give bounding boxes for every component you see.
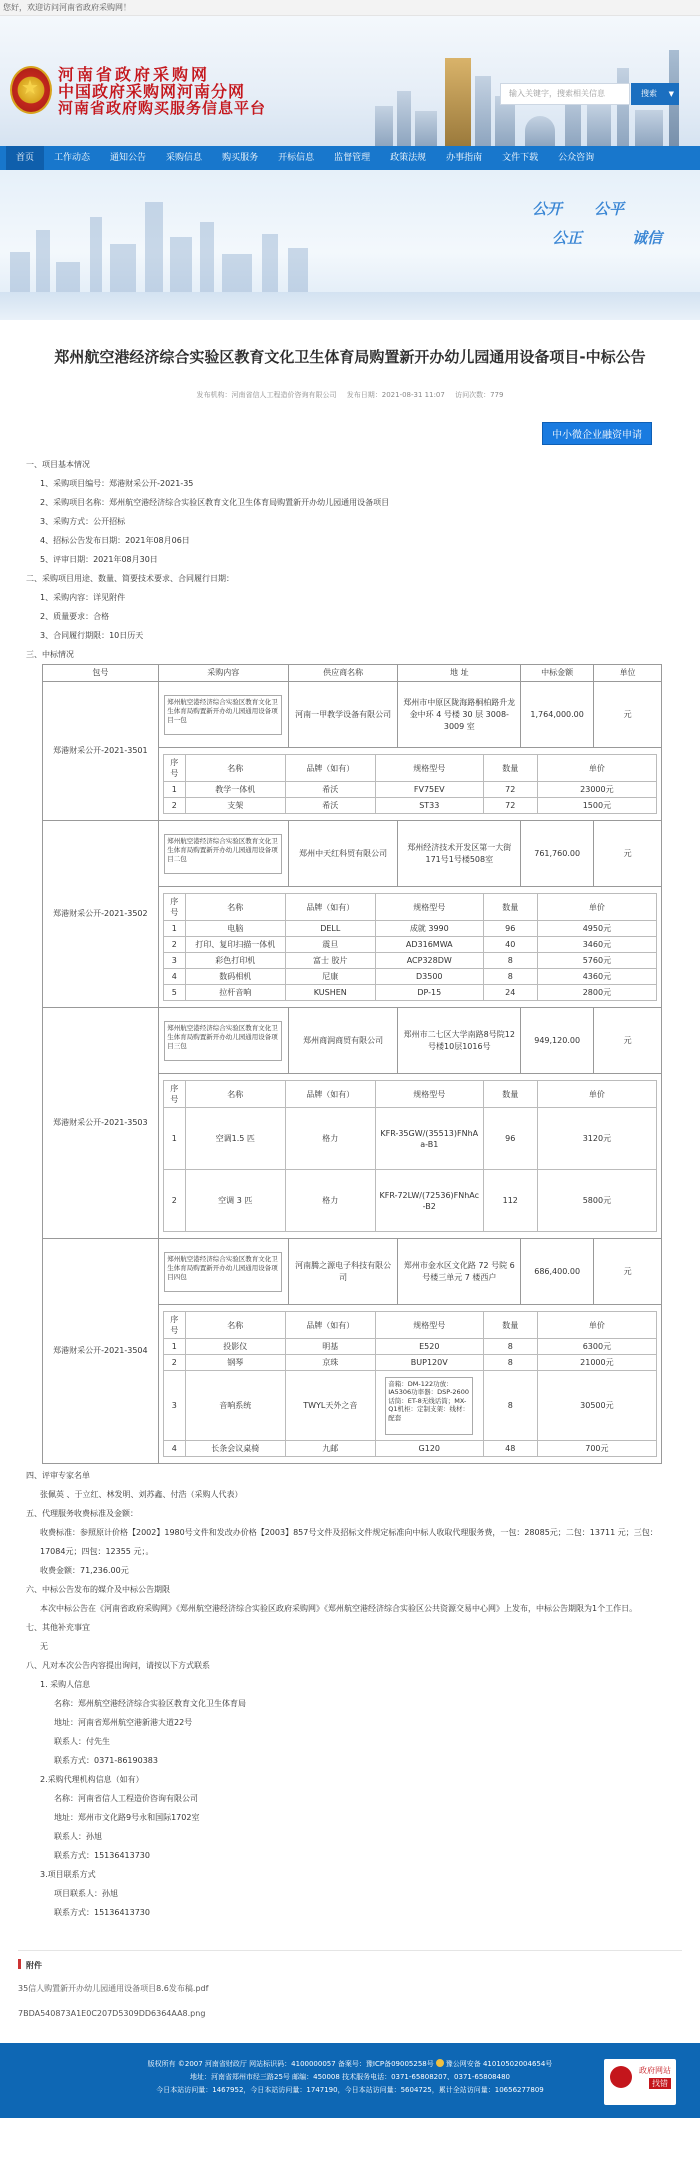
item-no: 2	[163, 1170, 185, 1232]
contact-line: 地址：郑州市文化路9号永和国际1702室	[54, 1813, 200, 1822]
supplier-name: 郑州商润商贸有限公司	[288, 1008, 398, 1074]
item-qty: 96	[483, 1108, 537, 1170]
slogan-openness: 公开	[532, 200, 563, 218]
item-name: 电脑	[185, 921, 285, 937]
section-heading: 二、采购项目用途、数量、简要技术要求、合同履行日期：	[26, 574, 234, 583]
item-header-cell: 单价	[537, 894, 656, 921]
banner-image	[0, 170, 700, 320]
amount-unit: 元	[594, 1008, 662, 1074]
item-qty: 8	[483, 969, 537, 985]
award-amount: 1,764,000.00	[521, 682, 594, 748]
banner-ground	[0, 292, 700, 320]
contact-line: 联系方式：15136413730	[54, 1908, 150, 1917]
top-greeting-bar	[0, 0, 700, 16]
section-heading: 六、中标公告发布的媒介及中标公告期限	[26, 1585, 170, 1594]
item-header-cell: 数量	[483, 1312, 537, 1339]
item-model: KFR-72LW/(72536)FNhAc-B2	[375, 1170, 483, 1232]
article-publisher: 发布机构：河南省信人工程造价咨询有限公司	[196, 391, 337, 399]
heading-marker-icon	[18, 1959, 21, 1969]
item-detail-table	[163, 893, 657, 1001]
item-price: 23000元	[537, 782, 656, 798]
site-footer	[0, 2043, 700, 2118]
nav-downloads[interactable]: 文件下载	[502, 153, 539, 163]
contact-line: 名称：郑州航空港经济综合实验区教育文化卫生体育局	[54, 1699, 246, 1708]
item-header-cell: 名称	[185, 894, 285, 921]
item-header-row	[163, 755, 656, 782]
article-meta	[18, 390, 682, 400]
supplier-address: 郑州市金水区文化路 72 号院 6 号楼三单元 7 楼西户	[398, 1239, 521, 1305]
section-text: 收费金额：71,236.00元	[40, 1566, 129, 1575]
item-name: 钢琴	[185, 1355, 285, 1371]
supplier-name: 河南腾之源电子科技有限公司	[288, 1239, 398, 1305]
item-qty: 8	[483, 1371, 537, 1441]
nav-purchase-services[interactable]: 购买服务	[222, 153, 259, 163]
item-model: G120	[375, 1441, 483, 1457]
item-header-cell: 数量	[483, 894, 537, 921]
item-header-cell: 名称	[185, 755, 285, 782]
item-qty: 8	[483, 1355, 537, 1371]
section-line: 3、采购方式：公开招标	[40, 517, 126, 526]
attachment-link-pdf[interactable]: 35信人购置新开办幼儿园通用设备项目8.6发布稿.pdf	[18, 1984, 209, 1993]
item-model: FV75EV	[375, 782, 483, 798]
item-qty: 8	[483, 1339, 537, 1355]
attachment-link-png[interactable]: 7BDA540873A1E0C207D5309DD6364AA8.png	[18, 2009, 206, 2018]
contact-line: 名称：河南省信人工程造价咨询有限公司	[54, 1794, 198, 1803]
table-header-cell: 供应商名称	[288, 665, 398, 682]
item-header-row	[163, 1312, 656, 1339]
badge-line-2: 找错	[649, 2078, 671, 2089]
item-brand: 尼康	[285, 969, 375, 985]
section-text: 张佩英 、于立红、林发明、刘苏鑫、付浩（采购人代表）	[40, 1490, 243, 1499]
contact-subheading: 2.采购代理机构信息（如有）	[40, 1775, 144, 1784]
item-no: 2	[163, 798, 185, 814]
item-price: 1500元	[537, 798, 656, 814]
search-button[interactable]	[631, 83, 679, 105]
item-qty: 40	[483, 937, 537, 953]
package-number: 郑港财采公开-2021-3504	[43, 1239, 159, 1464]
item-name: 投影仪	[185, 1339, 285, 1355]
item-header-cell: 品牌（如有）	[285, 1312, 375, 1339]
item-detail-table	[163, 1080, 657, 1232]
item-header-row	[163, 894, 656, 921]
amount-unit: 元	[594, 1239, 662, 1305]
item-brand: 格力	[285, 1108, 375, 1170]
contact-line: 联系人：付先生	[54, 1737, 110, 1746]
item-qty: 72	[483, 782, 537, 798]
table-header-cell: 包号	[43, 665, 159, 682]
item-brand: DELL	[285, 921, 375, 937]
slogan-justice: 公正	[552, 229, 583, 247]
award-amount: 761,760.00	[521, 821, 594, 887]
item-no: 4	[163, 969, 185, 985]
item-model: ST33	[375, 798, 483, 814]
section-line: 2、采购项目名称：郑州航空港经济综合实验区教育文化卫生体育局购置新开办幼儿园通用设备项目	[40, 498, 390, 507]
item-no: 1	[163, 782, 185, 798]
section-heading: 四、评审专家名单	[26, 1471, 90, 1480]
item-header-cell: 品牌（如有）	[285, 1081, 375, 1108]
item-row	[163, 1441, 656, 1457]
sme-financing-button[interactable]: 中小微企业融资申请	[542, 422, 652, 445]
article-date: 发布日期：2021-08-31 11:07	[346, 391, 445, 399]
item-qty: 8	[483, 953, 537, 969]
section-line: 5、评审日期：2021年08月30日	[40, 555, 158, 564]
item-row	[163, 782, 656, 798]
item-header-cell: 规格型号	[375, 1312, 483, 1339]
item-row	[163, 1371, 656, 1441]
item-no: 3	[163, 953, 185, 969]
supplier-address: 郑州市中原区陇海路桐柏路升龙金中环 4 号楼 30 层 3008-3009 室	[398, 682, 521, 748]
section-heading: 一、项目基本情况	[26, 460, 90, 469]
item-header-cell: 规格型号	[375, 894, 483, 921]
table-row	[43, 682, 662, 748]
search-button-label: 搜索	[641, 89, 657, 98]
table-row	[43, 1008, 662, 1074]
gov-site-error-report-badge[interactable]	[604, 2059, 676, 2105]
footer-address: 地址：河南省郑州市经三路25号 邮编：450008 技术服务电话：0371-65808207、0371-65808480	[189, 2073, 511, 2081]
package-number: 郑港财采公开-2021-3503	[43, 1008, 159, 1239]
contact-subheading: 3.项目联系方式	[40, 1870, 96, 1879]
search-input[interactable]: 输入关键字，搜索相关信息	[500, 83, 630, 105]
item-price: 2800元	[537, 985, 656, 1001]
item-row	[163, 1339, 656, 1355]
supplier-address: 郑州经济技术开发区第一大街171号1号楼508室	[398, 821, 521, 887]
greeting-text: 您好，欢迎访问河南省政府采购网！	[3, 3, 131, 12]
procurement-content-textarea[interactable]: 郑州航空港经济综合实验区教育文化卫生体育局购置新开办幼儿园通用设备项目三包	[164, 1021, 282, 1061]
item-price: 5760元	[537, 953, 656, 969]
national-emblem-icon: ★	[10, 66, 52, 114]
nav-policies[interactable]: 政策法规	[390, 153, 427, 163]
item-name: 教学一体机	[185, 782, 285, 798]
item-price: 5800元	[537, 1170, 656, 1232]
item-model-textarea[interactable]: 音箱：DM-122功放：IA5306功率器：DSP-2600话筒：ET-8无线话筒；MX-Q1机柜：定制支架：线材：配套	[385, 1377, 473, 1435]
section-line: 1、采购内容：详见附件	[40, 593, 126, 602]
item-header-cell: 规格型号	[375, 755, 483, 782]
item-model: KFR-35GW/(35513)FNhAa-B1	[375, 1108, 483, 1170]
item-price: 6300元	[537, 1339, 656, 1355]
item-price: 3120元	[537, 1108, 656, 1170]
contact-line: 联系方式：0371-86190383	[54, 1756, 158, 1765]
item-no: 5	[163, 985, 185, 1001]
section-line: 4、招标公告发布日期：2021年08月06日	[40, 536, 190, 545]
contact-line: 地址：河南省郑州航空港新港大道22号	[54, 1718, 193, 1727]
article-content	[0, 347, 700, 2021]
item-model: BUP120V	[375, 1355, 483, 1371]
logo-line-2: 中国政府采购网河南分网	[58, 82, 246, 101]
item-model: E520	[375, 1339, 483, 1355]
item-detail-table	[163, 754, 657, 814]
item-price: 4360元	[537, 969, 656, 985]
table-row	[43, 821, 662, 887]
main-navigation	[0, 146, 700, 170]
site-header	[0, 16, 700, 146]
item-brand: KUSHEN	[285, 985, 375, 1001]
item-row	[163, 921, 656, 937]
table-header-row	[43, 665, 662, 682]
item-no: 4	[163, 1441, 185, 1457]
supplier-name: 河南一甲教学设备有限公司	[288, 682, 398, 748]
nav-notices[interactable]: 通知公告	[110, 153, 147, 163]
item-row	[163, 1108, 656, 1170]
section-heading: 八、凡对本次公告内容提出询问，请按以下方式联系	[26, 1661, 210, 1670]
item-name: 空调 3 匹	[185, 1170, 285, 1232]
item-model: 成就 3990	[375, 921, 483, 937]
item-brand: 希沃	[285, 798, 375, 814]
section-heading: 五、代理服务收费标准及金额：	[26, 1509, 138, 1518]
section-line: 3、合同履行期限：10日历天	[40, 631, 144, 640]
item-no: 3	[163, 1371, 185, 1441]
supplier-address: 郑州市二七区大学南路8号院12号楼10层1016号	[398, 1008, 521, 1074]
item-header-cell: 单价	[537, 1312, 656, 1339]
item-no: 1	[163, 1339, 185, 1355]
logo-line-3: 河南省政府购买服务信息平台	[58, 99, 267, 117]
section-heading: 七、其他补充事宜	[26, 1623, 90, 1632]
table-header-cell: 单位	[594, 665, 662, 682]
item-header-cell: 品牌（如有）	[285, 894, 375, 921]
item-row	[163, 937, 656, 953]
gov-emblem-icon	[610, 2066, 632, 2088]
slogan-integrity: 诚信	[632, 229, 663, 247]
section-text: 本次中标公告在《河南省政府采购网》《郑州航空港经济综合实验区政府采购网》《郑州航空港经济综合实验区公共资源交易中心网》上发布，中标公告期限为1个工作日。	[40, 1604, 638, 1613]
section-line: 2、质量要求：合格	[40, 612, 110, 621]
item-header-cell: 品牌（如有）	[285, 755, 375, 782]
package-number: 郑港财采公开-2021-3501	[43, 682, 159, 821]
item-name: 支架	[185, 798, 285, 814]
amount-unit: 元	[594, 821, 662, 887]
item-header-cell: 序号	[163, 894, 185, 921]
nav-procurement-info[interactable]: 采购信息	[166, 153, 203, 163]
item-model: D3500	[375, 969, 483, 985]
item-detail-table	[163, 1311, 657, 1457]
footer-police-record: 豫公网安备 41010502004654号	[445, 2060, 553, 2068]
item-qty: 72	[483, 798, 537, 814]
nav-bid-opening[interactable]: 开标信息	[278, 153, 315, 163]
item-brand: 九邮	[285, 1441, 375, 1457]
item-header-cell: 名称	[185, 1312, 285, 1339]
contact-line: 联系方式：15136413730	[54, 1851, 150, 1860]
nav-guide[interactable]: 办事指南	[446, 153, 483, 163]
item-header-cell: 序号	[163, 755, 185, 782]
item-qty: 24	[483, 985, 537, 1001]
contact-subheading: 1. 采购人信息	[40, 1680, 91, 1689]
item-row	[163, 985, 656, 1001]
item-no: 1	[163, 1108, 185, 1170]
amount-unit: 元	[594, 682, 662, 748]
procurement-content-textarea[interactable]: 郑州航空港经济综合实验区教育文化卫生体育局购置新开办幼儿园通用设备项目二包	[164, 834, 282, 874]
item-name: 空调1.5 匹	[185, 1108, 285, 1170]
section-line: 1、采购项目编号：郑港财采公开-2021-35	[40, 479, 194, 488]
item-brand: 京珠	[285, 1355, 375, 1371]
footer-copyright	[0, 2058, 700, 2071]
item-qty: 112	[483, 1170, 537, 1232]
contact-line: 联系人：孙旭	[54, 1832, 102, 1841]
section-heading: 三、中标情况	[26, 650, 74, 659]
item-name: 音响系统	[185, 1371, 285, 1441]
item-header-cell: 序号	[163, 1081, 185, 1108]
item-header-cell: 数量	[483, 1081, 537, 1108]
award-amount: 949,120.00	[521, 1008, 594, 1074]
item-price: 30500元	[537, 1371, 656, 1441]
item-brand: 格力	[285, 1170, 375, 1232]
footer-visits: 今日本站访问量：1467952，今日本站访问量：1747190，今日本站访问量：5604725，累计全站访问量：10656277809	[156, 2086, 544, 2094]
item-name: 长条会议桌椅	[185, 1441, 285, 1457]
section-text: 收费标准：参照原计价格【2002】1980号文件和发改办价格【2003】857号文件及招标文件规定标准向中标人收取代理服务费，一包：28085元；二包：13711 元；三包：17084元；四包：12355 元；。	[40, 1528, 658, 1556]
section-text: 无	[40, 1642, 48, 1651]
item-brand: 明基	[285, 1339, 375, 1355]
item-header-cell: 名称	[185, 1081, 285, 1108]
item-row	[163, 1355, 656, 1371]
item-brand: 震旦	[285, 937, 375, 953]
badge-line-1: 政府网站	[639, 2066, 671, 2075]
nav-work-news[interactable]: 工作动态	[54, 153, 91, 163]
article-title: 郑州航空港经济综合实验区教育文化卫生体育局购置新开办幼儿园通用设备项目-中标公告	[54, 348, 646, 366]
item-header-cell: 数量	[483, 755, 537, 782]
item-name: 打印、复印扫描一体机	[185, 937, 285, 953]
item-row	[163, 798, 656, 814]
item-brand: TWYL天外之音	[285, 1371, 375, 1441]
contact-line: 项目联系人：孙旭	[54, 1889, 118, 1898]
table-header-cell: 采购内容	[158, 665, 288, 682]
item-brand: 希沃	[285, 782, 375, 798]
item-no: 1	[163, 921, 185, 937]
item-price: 700元	[537, 1441, 656, 1457]
procurement-content-textarea[interactable]: 郑州航空港经济综合实验区教育文化卫生体育局购置新开办幼儿园通用设备项目一包	[164, 695, 282, 735]
item-model: DP-15	[375, 985, 483, 1001]
item-name: 彩色打印机	[185, 953, 285, 969]
procurement-content-textarea[interactable]: 郑州航空港经济综合实验区教育文化卫生体育局购置新开办幼儿园通用设备项目四包	[164, 1252, 282, 1292]
logo-line-1: 河南省政府采购网	[58, 65, 211, 84]
item-header-cell: 规格型号	[375, 1081, 483, 1108]
table-row	[43, 1239, 662, 1305]
supplier-name: 郑州中天红科贸有限公司	[288, 821, 398, 887]
item-name: 拉杆音响	[185, 985, 285, 1001]
item-brand: 富士 胶片	[285, 953, 375, 969]
item-header-cell: 序号	[163, 1312, 185, 1339]
footer-copyright-text: 版权所有 ©2007 河南省财政厅 网站标识码：4100000057 备案号：豫ICP备09005258号	[147, 2060, 434, 2068]
article-body	[18, 455, 682, 1922]
item-model: ACP328DW	[375, 953, 483, 969]
package-number: 郑港财采公开-2021-3502	[43, 821, 159, 1008]
item-price: 4950元	[537, 921, 656, 937]
table-header-cell: 中标金额	[521, 665, 594, 682]
item-qty: 96	[483, 921, 537, 937]
attachments-title: 附件	[26, 1961, 42, 1970]
table-header-cell: 地 址	[398, 665, 521, 682]
nav-supervision[interactable]: 监督管理	[334, 153, 371, 163]
attachments-heading	[18, 1950, 682, 1971]
police-badge-icon	[436, 2059, 444, 2067]
site-logo-text[interactable]	[58, 66, 266, 117]
award-amount: 686,400.00	[521, 1239, 594, 1305]
item-row	[163, 1170, 656, 1232]
article-views: 访问次数：779	[455, 391, 504, 399]
item-header-row	[163, 1081, 656, 1108]
item-model: AD316MWA	[375, 937, 483, 953]
nav-home[interactable]: 首页	[6, 146, 44, 170]
item-row	[163, 969, 656, 985]
item-price: 21000元	[537, 1355, 656, 1371]
slogan-fairness: 公平	[594, 200, 625, 218]
item-header-cell: 单价	[537, 1081, 656, 1108]
item-header-cell: 单价	[537, 755, 656, 782]
item-name: 数码相机	[185, 969, 285, 985]
item-row	[163, 953, 656, 969]
chevron-down-icon: ▼	[668, 90, 674, 98]
item-no: 2	[163, 1355, 185, 1371]
nav-public-consult[interactable]: 公众咨询	[558, 153, 595, 163]
item-no: 2	[163, 937, 185, 953]
award-results-table	[42, 664, 662, 1464]
item-qty: 48	[483, 1441, 537, 1457]
item-price: 3460元	[537, 937, 656, 953]
